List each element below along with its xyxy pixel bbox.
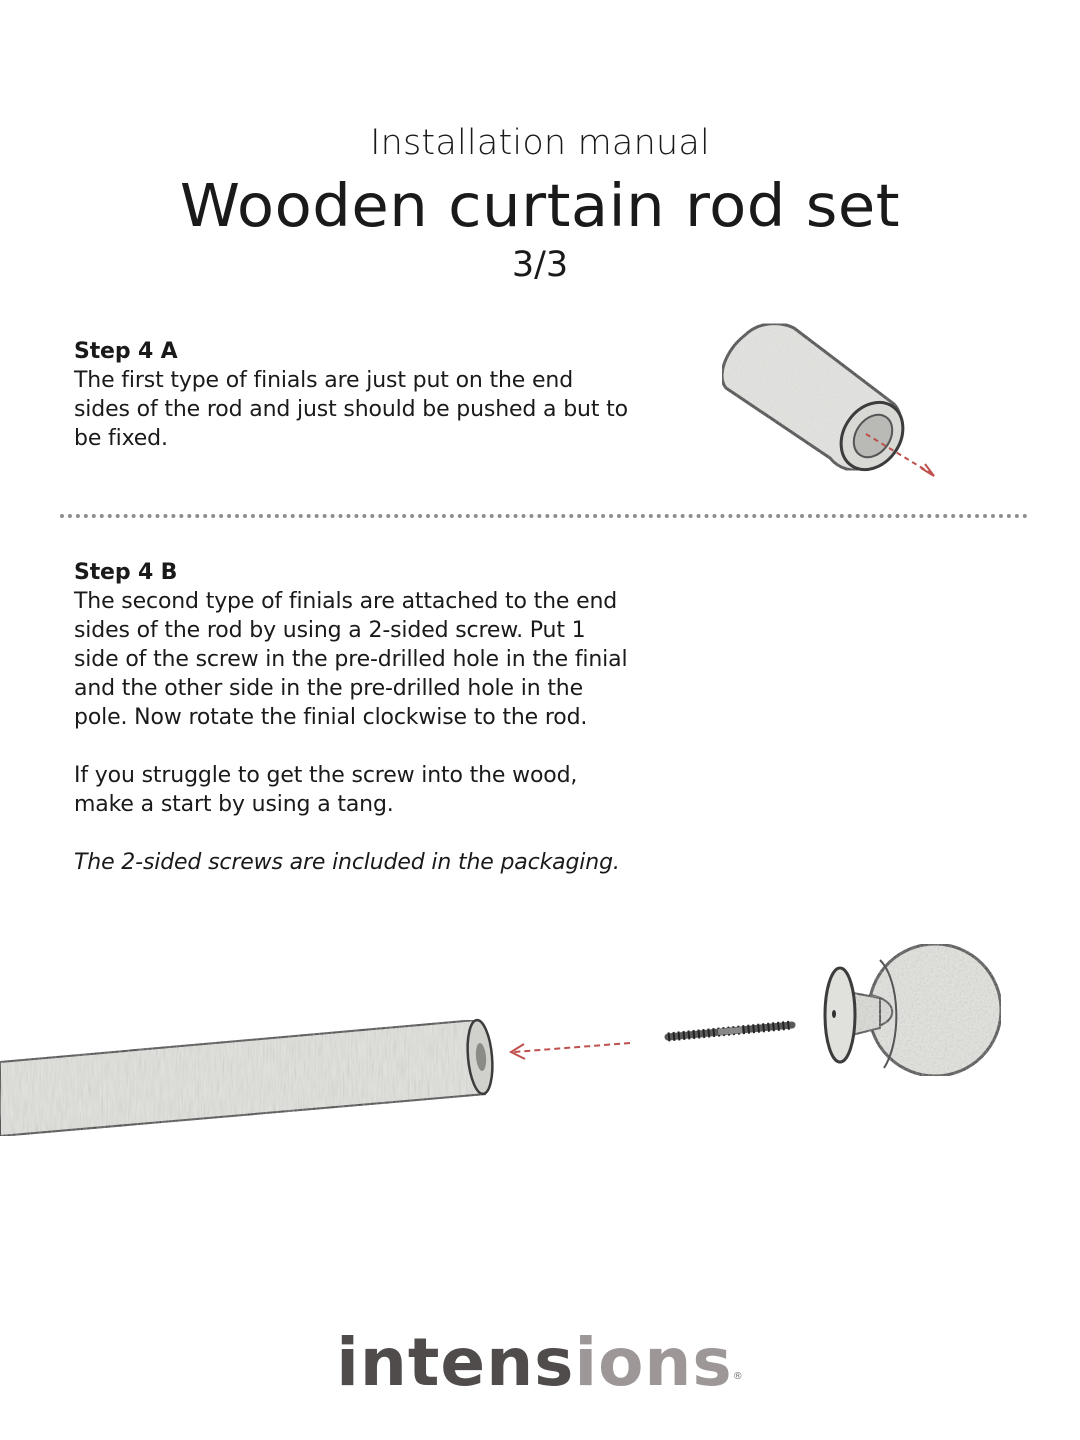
step-4a-heading: Step 4 A — [74, 339, 178, 364]
rod-screw-finial-illustration — [0, 900, 1080, 1160]
document-subtitle: Installation manual — [370, 123, 710, 163]
conical-finial-icon — [712, 318, 952, 488]
registered-mark: ® — [732, 1371, 744, 1382]
logo-text-light: ions — [574, 1324, 733, 1401]
step-4a-text: The first type of finials are just put on the end sides of the rod and just should be pushed a but to be fixed. — [74, 368, 628, 451]
document-title: Wooden curtain rod set — [179, 171, 901, 240]
double-sided-screw-icon — [668, 1025, 792, 1037]
brand-logo — [0, 1323, 1080, 1403]
ball-finial-icon — [825, 944, 1001, 1076]
step-4b-heading: Step 4 B — [74, 560, 178, 585]
step-4b-section — [74, 558, 634, 877]
dashed-arrow-icon — [511, 1043, 630, 1059]
page-number: 3/3 — [511, 245, 569, 285]
step-4a-section — [74, 337, 634, 453]
step-4b-note: The 2-sided screws are included in the packaging. — [74, 850, 620, 875]
step-4b-text-1: The second type of finials are attached to the end sides of the rod by using a 2-sided screw. Put 1 side of the screw in the pre-drilled hole in the finial and the other side in the pre-drilled hole in the pole. Now rotate the finial clockwise to the rod. — [74, 589, 628, 730]
section-divider — [60, 514, 1028, 518]
page-header — [0, 118, 1080, 290]
logo-text-dark: intens — [336, 1324, 575, 1401]
step-4b-text-2: If you struggle to get the screw into the wood, make a start by using a tang. — [74, 763, 578, 817]
wooden-rod-icon — [0, 1019, 495, 1136]
